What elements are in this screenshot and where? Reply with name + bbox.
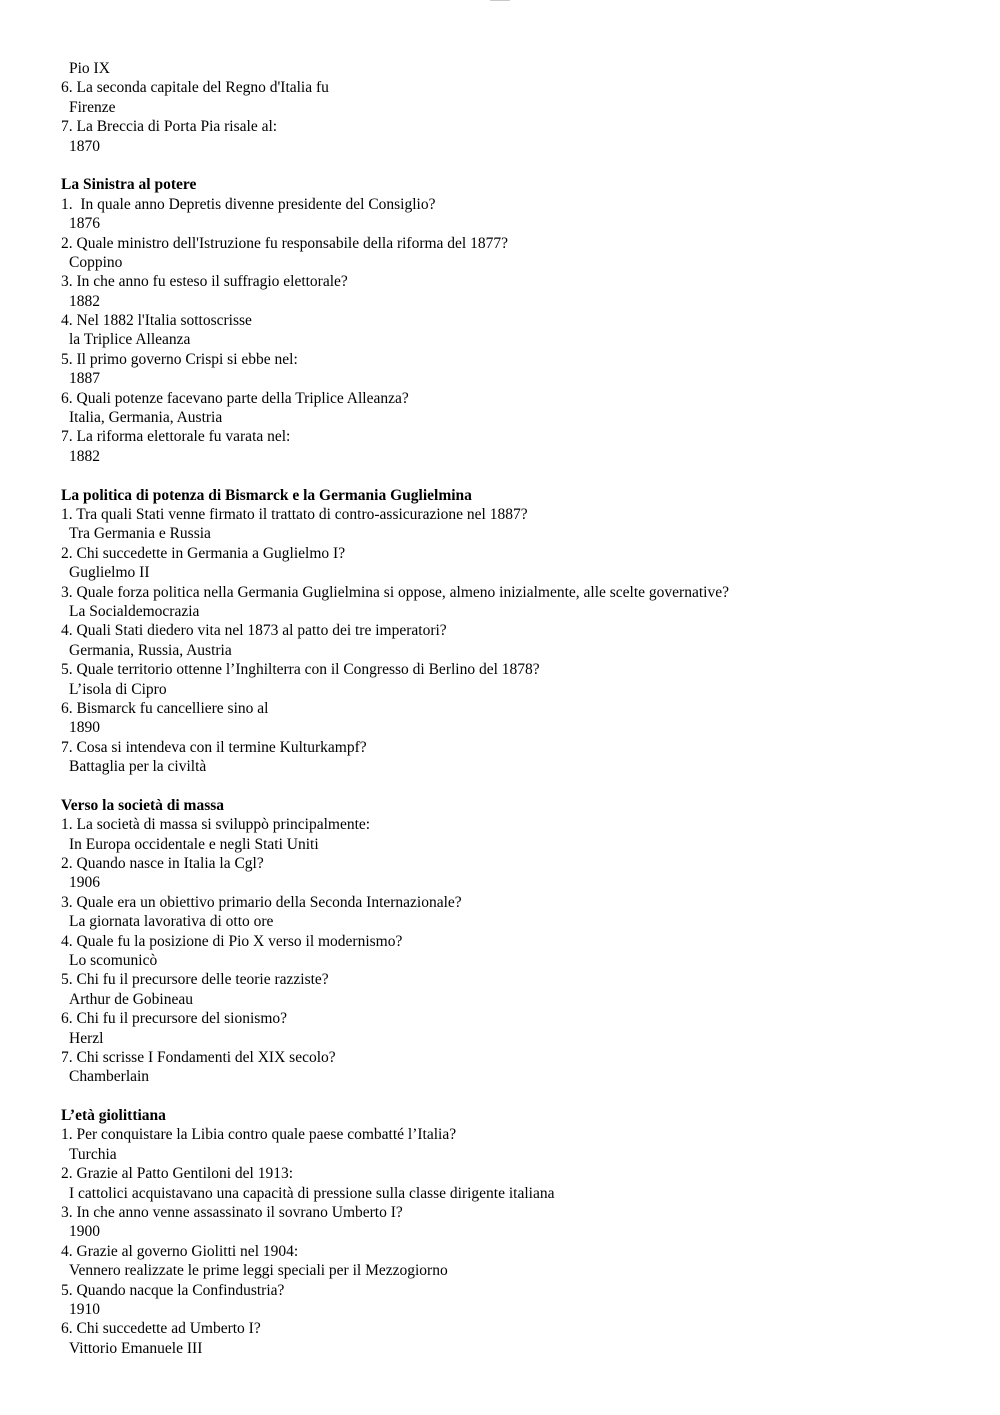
question: 1. Tra quali Stati venne firmato il trattato di contro-assicurazione nel 1887? (61, 505, 528, 523)
question: 7. La riforma elettorale fu varata nel: (61, 428, 291, 446)
answer: 1900 (69, 1223, 100, 1241)
answer: 1890 (69, 719, 100, 737)
question: 4. Nel 1882 l'Italia sottoscrisse (61, 312, 252, 330)
answer: Chamberlain (69, 1068, 150, 1086)
question: 7. La Breccia di Porta Pia risale al: (61, 118, 278, 136)
answer: 1906 (69, 874, 100, 892)
page-header-mark (490, 0, 510, 4)
section-title: Verso la società di massa (61, 796, 225, 814)
quiz-document (61, 59, 961, 1358)
answer: Herzl (69, 1029, 104, 1047)
question: 4. Quali Stati diedero vita nel 1873 al patto dei tre imperatori? (61, 622, 447, 640)
question: 3. Quale era un obiettivo primario della Seconda Internazionale? (61, 893, 462, 911)
answer: Coppino (69, 253, 123, 271)
answer: L’isola di Cipro (69, 680, 167, 698)
question: 5. Quando nacque la Confindustria? (61, 1281, 285, 1299)
answer: Germania, Russia, Austria (69, 641, 232, 659)
question: 2. Chi succedette in Germania a Guglielmo I? (61, 544, 346, 562)
answer: Tra Germania e Russia (69, 525, 211, 543)
question: 2. Quando nasce in Italia la Cgl? (61, 855, 264, 873)
answer: 1910 (69, 1301, 100, 1318)
question: 6. Bismarck fu cancelliere sino al (61, 699, 269, 717)
answer: 1870 (69, 137, 100, 155)
question: 4. Quale fu la posizione di Pio X verso il modernismo? (61, 932, 403, 950)
answer: Guglielmo II (69, 564, 150, 582)
section-societa-di-massa (61, 796, 961, 1087)
question: 6. Quali potenze facevano parte della Triplice Alleanza? (61, 389, 409, 407)
answer: Battaglia per la civiltà (69, 758, 207, 776)
answer: Firenze (69, 98, 116, 116)
question: 6. La seconda capitale del Regno d'Italia fu (61, 79, 329, 97)
question: 7. Cosa si intendeva con il termine Kulturkampf? (61, 738, 367, 756)
question: 3. In che anno fu esteso il suffragio elettorale? (61, 273, 348, 291)
question: 5. Quale territorio ottenne l’Inghilterra con il Congresso di Berlino del 1878? (61, 661, 540, 679)
answer: 1887 (69, 370, 100, 388)
section-bismarck (61, 486, 961, 777)
question: 6. Chi fu il precursore del sionismo? (61, 1010, 287, 1028)
answer: Vennero realizzate le prime leggi speciali per il Mezzogiorno (69, 1262, 448, 1280)
question: 6. Chi succedette ad Umberto I? (61, 1320, 261, 1338)
answer: In Europa occidentale e negli Stati Uniti (69, 835, 319, 853)
question: 3. In che anno venne assassinato il sovrano Umberto I? (61, 1204, 403, 1222)
section-sinistra (61, 175, 961, 466)
question: 5. Chi fu il precursore delle teorie razziste? (61, 971, 329, 989)
answer: Arthur de Gobineau (69, 990, 193, 1008)
answer: Lo scomunicò (69, 951, 158, 969)
answer: Italia, Germania, Austria (69, 409, 223, 427)
section-eta-giolittiana (61, 1106, 961, 1358)
question: 1. Per conquistare la Libia contro quale paese combatté l’Italia? (61, 1126, 457, 1144)
answer: Vittorio Emanuele III (69, 1339, 203, 1357)
question: 1. La società di massa si sviluppò principalmente: (61, 816, 371, 834)
section-title: La politica di potenza di Bismarck e la Germania Guglielmina (61, 486, 472, 504)
question: 2. Quale ministro dell'Istruzione fu responsabile della riforma del 1877? (61, 234, 508, 252)
answer: La giornata lavorativa di otto ore (69, 913, 274, 931)
answer: Turchia (69, 1145, 117, 1163)
question: 5. Il primo governo Crispi si ebbe nel: (61, 350, 298, 368)
answer: I cattolici acquistavano una capacità di pressione sulla classe dirigente italiana (69, 1184, 555, 1202)
answer: 1882 (69, 447, 100, 465)
question: 2. Grazie al Patto Gentiloni del 1913: (61, 1165, 294, 1183)
question: 3. Quale forza politica nella Germania Guglielmina si oppose, almeno inizialmente, alle scelte governative? (61, 583, 729, 601)
answer: La Socialdemocrazia (69, 602, 200, 620)
question: 7. Chi scrisse I Fondamenti del XIX secolo? (61, 1048, 336, 1066)
answer: 1882 (69, 292, 100, 310)
answer: 1876 (69, 215, 100, 233)
answer: la Triplice Alleanza (69, 331, 191, 349)
section-title: L’età giolittiana (61, 1107, 166, 1125)
question: 4. Grazie al governo Giolitti nel 1904: (61, 1242, 299, 1260)
answer: Pio IX (69, 60, 110, 77)
intro-block (61, 59, 961, 156)
section-title: La Sinistra al potere (61, 176, 197, 194)
question: 1. In quale anno Depretis divenne presidente del Consiglio? (61, 195, 436, 213)
